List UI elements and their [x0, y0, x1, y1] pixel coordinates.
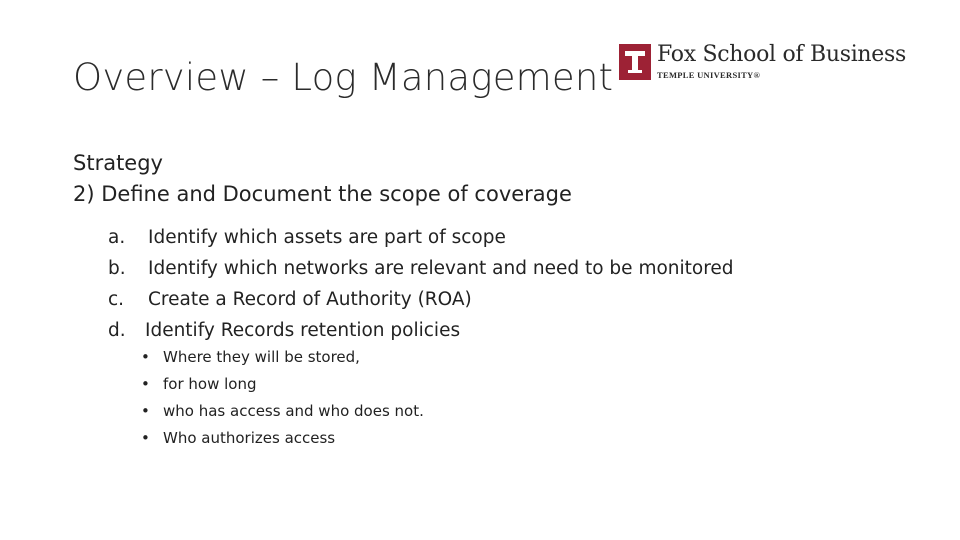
list-marker: d.: [108, 320, 126, 341]
list-item-text: Create a Record of Authority (ROA): [148, 289, 472, 310]
slide-title: Overview – Log Management: [73, 56, 614, 99]
bullet-item: [141, 398, 424, 425]
temple-t-icon: [619, 44, 651, 80]
list-marker: c.: [108, 289, 125, 310]
bullet-text: for how long: [163, 375, 257, 393]
section-heading: Strategy: [73, 151, 163, 175]
lettered-list: [108, 222, 734, 346]
list-marker: b.: [108, 258, 126, 279]
body-text: [73, 148, 572, 210]
fox-school-logo: [619, 42, 906, 84]
list-item-text: Identify Records retention policies: [145, 320, 461, 341]
list-item: [108, 315, 734, 346]
list-item: [108, 284, 734, 315]
bullet-list: [141, 344, 424, 452]
logo-subtitle: TEMPLE UNIVERSITY®: [657, 70, 761, 80]
bullet-item: [141, 425, 424, 452]
list-marker: a.: [108, 227, 126, 248]
bullet-item: [141, 371, 424, 398]
section-subheading: 2) Define and Document the scope of coverage: [73, 182, 572, 206]
logo-name: Fox School of Business: [657, 42, 906, 67]
list-item-text: Identify which networks are relevant and need to be monitored: [148, 258, 734, 279]
list-item: [108, 253, 734, 284]
bullet-icon: •: [141, 375, 150, 393]
bullet-text: Who authorizes access: [163, 429, 336, 447]
bullet-item: [141, 344, 424, 371]
bullet-text: who has access and who does not.: [163, 402, 424, 420]
bullet-icon: •: [141, 402, 150, 420]
bullet-icon: •: [141, 429, 150, 447]
list-item: [108, 222, 734, 253]
bullet-text: Where they will be stored,: [163, 348, 360, 366]
bullet-icon: •: [141, 348, 150, 366]
list-item-text: Identify which assets are part of scope: [148, 227, 506, 248]
